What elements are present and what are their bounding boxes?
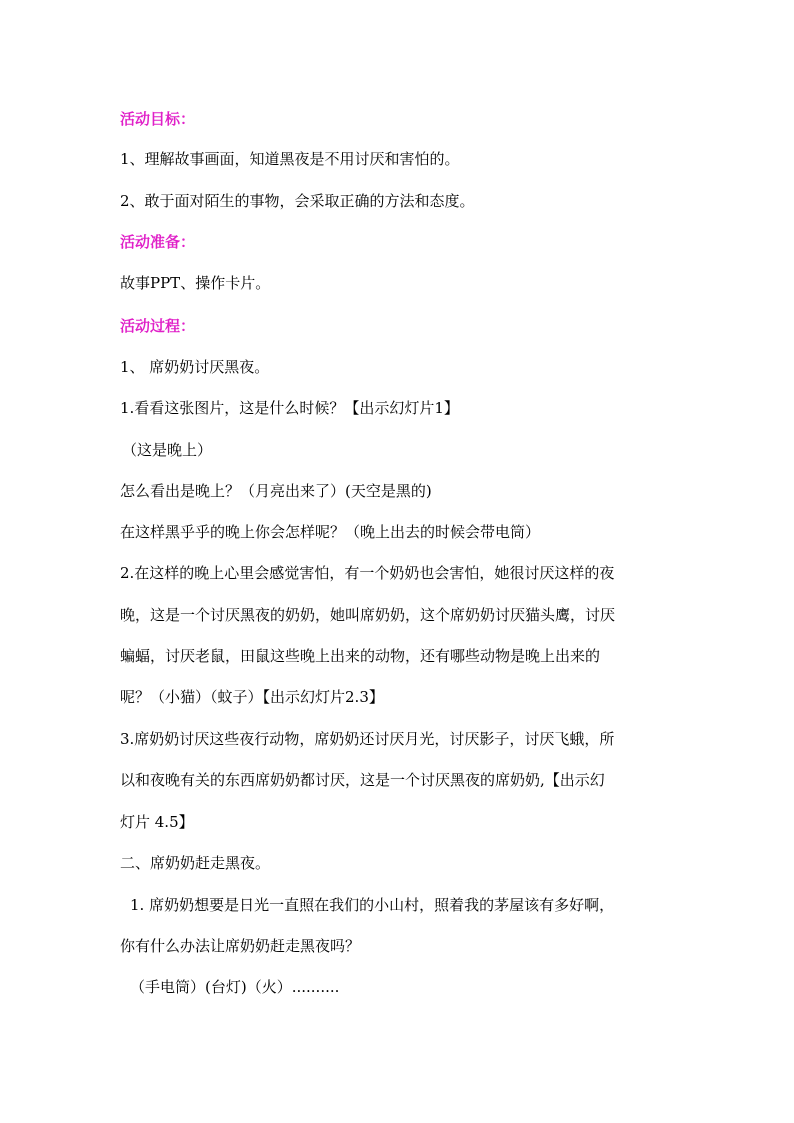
step-2-line-4: 呢？（小猫）（蚊子）【出示幻灯片2.3】	[120, 688, 384, 706]
question-dark-night: 在这样黑乎乎的晚上你会怎样呢？（晚上出去的时候会带电筒）	[120, 523, 541, 541]
objective-2: 2、敢于面对陌生的事物，会采取正确的方法和态度。	[120, 192, 475, 210]
preparation-text: 故事PPT、操作卡片。	[120, 274, 271, 292]
step-3-line-1: 3.席奶奶讨厌这些夜行动物，席奶奶还讨厌月光，讨厌影子，讨厌飞蛾，所	[120, 730, 615, 748]
heading-preparation: 活动准备：	[120, 233, 196, 251]
section-2-answers: （手电筒）(台灯)（火）..........	[130, 978, 340, 996]
step-1: 1.看看这张图片，这是什么时候？【出示幻灯片1】	[120, 399, 459, 417]
section-2-step-1-line-2: 你有什么办法让席奶奶赶走黑夜吗？	[120, 937, 361, 955]
step-3-line-2: 以和夜晚有关的东西席奶奶都讨厌，这是一个讨厌黑夜的席奶奶,【出示幻	[120, 771, 605, 789]
section-2-title: 二、席奶奶赶走黑夜。	[120, 854, 271, 872]
heading-objectives: 活动目标：	[120, 110, 196, 128]
section-2-step-1-line-1: 1. 席奶奶想要是日光一直照在我们的小山村，照着我的茅屋该有多好啊，	[130, 896, 615, 914]
objective-1: 1、理解故事画面，知道黑夜是不用讨厌和害怕的。	[120, 150, 460, 168]
step-1-answer: （这是晚上）	[122, 441, 213, 459]
step-2-line-1: 2.在这样的晚上心里会感觉害怕，有一个奶奶也会害怕，她很讨厌这样的夜	[120, 564, 615, 582]
section-1-title: 1、 席奶奶讨厌黑夜。	[120, 358, 270, 376]
step-2-line-2: 晚，这是一个讨厌黑夜的奶奶，她叫席奶奶，这个席奶奶讨厌猫头鹰，讨厌	[120, 606, 616, 624]
question-evening: 怎么看出是晚上？（月亮出来了）(天空是黑的)	[120, 482, 432, 500]
heading-process: 活动过程：	[120, 317, 196, 335]
step-3-line-3: 灯片 4.5】	[120, 813, 194, 831]
step-2-line-3: 蝙蝠，讨厌老鼠，田鼠这些晚上出来的动物，还有哪些动物是晚上出来的	[120, 647, 601, 665]
